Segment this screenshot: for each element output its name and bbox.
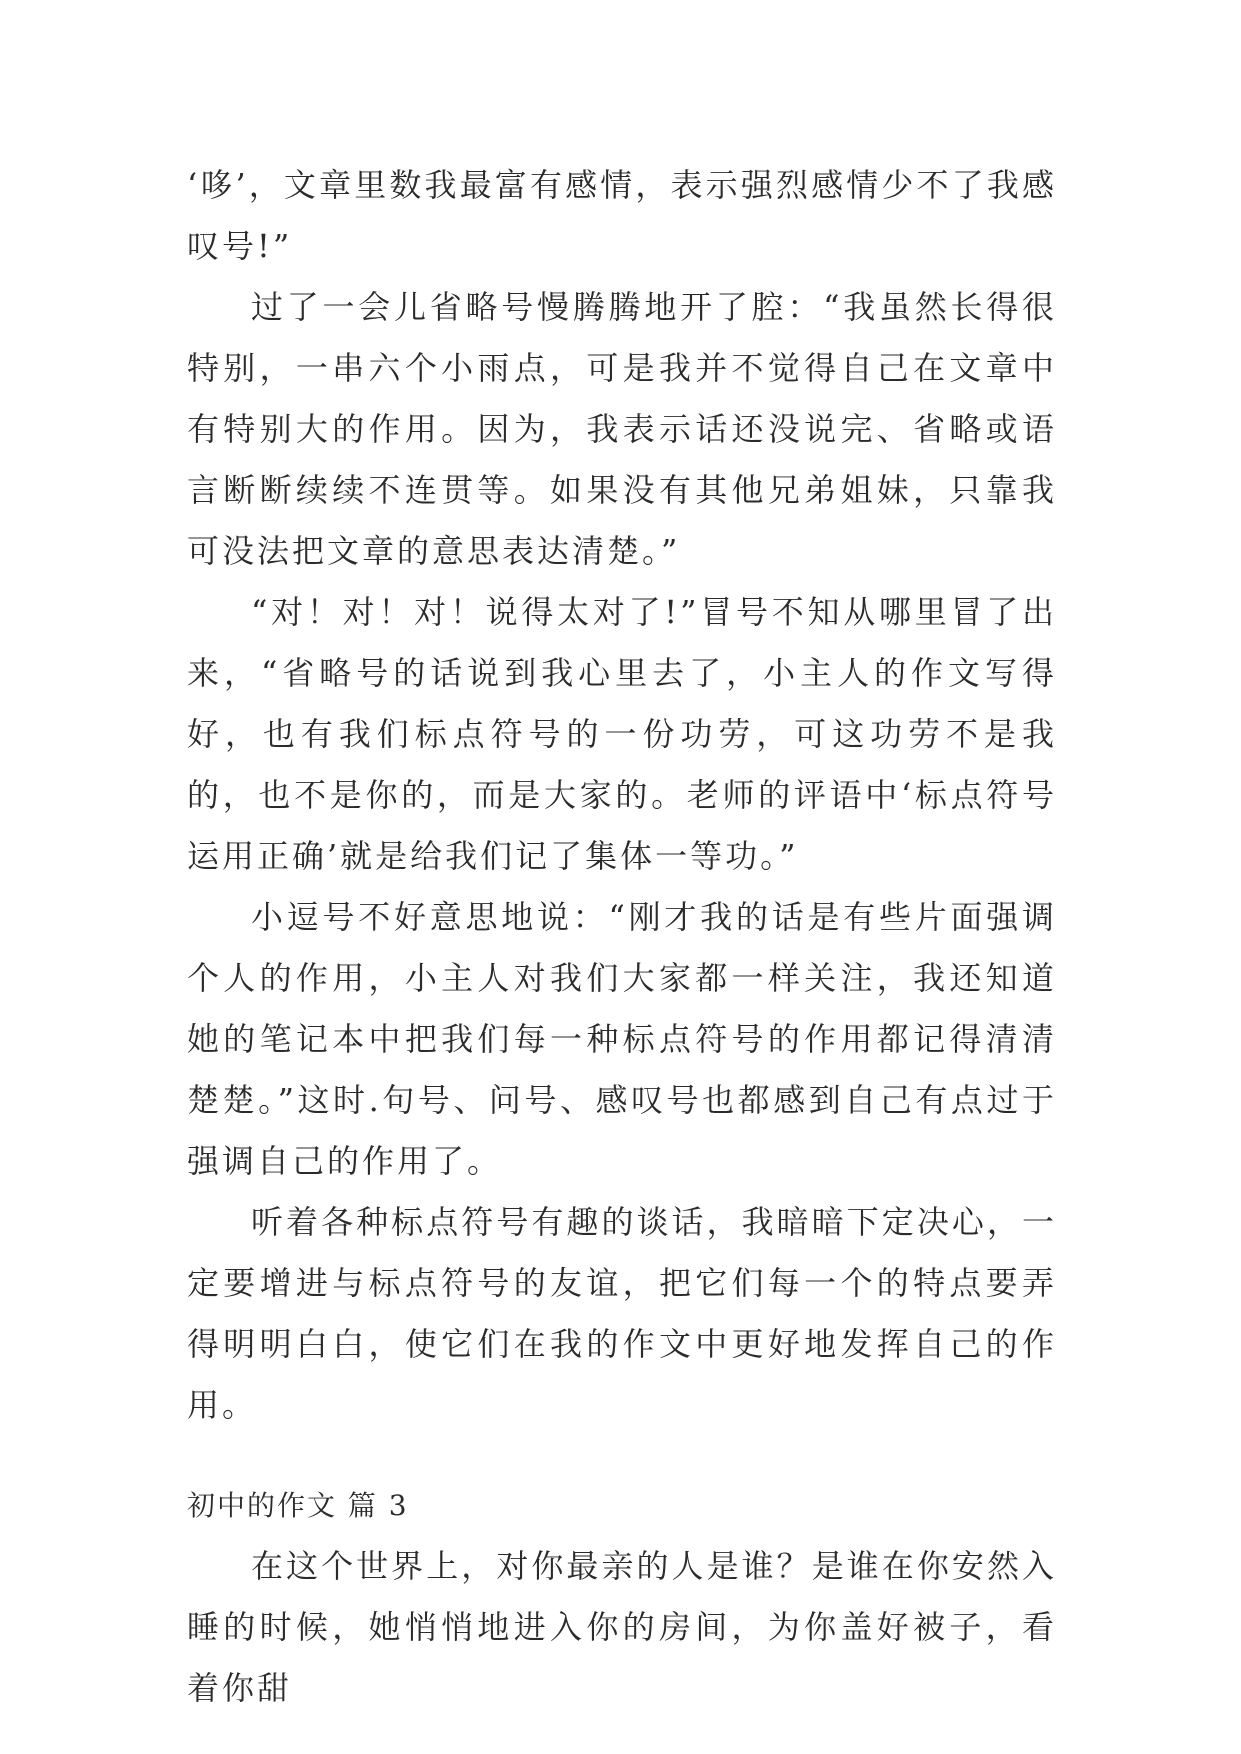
document-body: [187, 155, 1057, 1719]
paragraph-1: ‘哆’，文章里数我最富有感情，表示强烈感情少不了我感叹号!”: [187, 166, 1057, 265]
paragraph-4: 小逗号不好意思地说：“刚才我的话是有些片面强调个人的作用，小主人对我们大家都一样关注，我还知道她的笔记本中把我们每一种标点符号的作用都记得清清楚楚。”这时.句号、问号、感叹号也都感到自己有点过于强调自己的作用了。: [187, 898, 1057, 1180]
section-title: 初中的作文 篇 3: [187, 1489, 409, 1522]
paragraph-2: 过了一会儿省略号慢腾腾地开了腔：“我虽然长得很特别，一串六个小雨点，可是我并不觉得自己在文章中有特别大的作用。因为，我表示话还没说完、省略或语言断断续续不连贯等。如果没有其他兄弟姐妹，只靠我可没法把文章的意思表达清楚。”: [187, 288, 1057, 570]
paragraph-5: 听着各种标点符号有趣的谈话，我暗暗下定决心，一定要增进与标点符号的友谊，把它们每一个的特点要弄得明明白白，使它们在我的作文中更好地发挥自己的作用。: [187, 1203, 1057, 1424]
paragraph-6: 在这个世界上，对你最亲的人是谁？是谁在你安然入睡的时候，她悄悄地进入你的房间，为你盖好被子，看着你甜: [187, 1547, 1057, 1707]
paragraph-3: “对！对！对！说得太对了!”冒号不知从哪里冒了出来，“省略号的话说到我心里去了，小主人的作文写得好，也有我们标点符号的一份功劳，可这功劳不是我的，也不是你的，而是大家的。老师的评语中‘标点符号运用正确’就是给我们记了集体一等功。”: [187, 593, 1057, 875]
